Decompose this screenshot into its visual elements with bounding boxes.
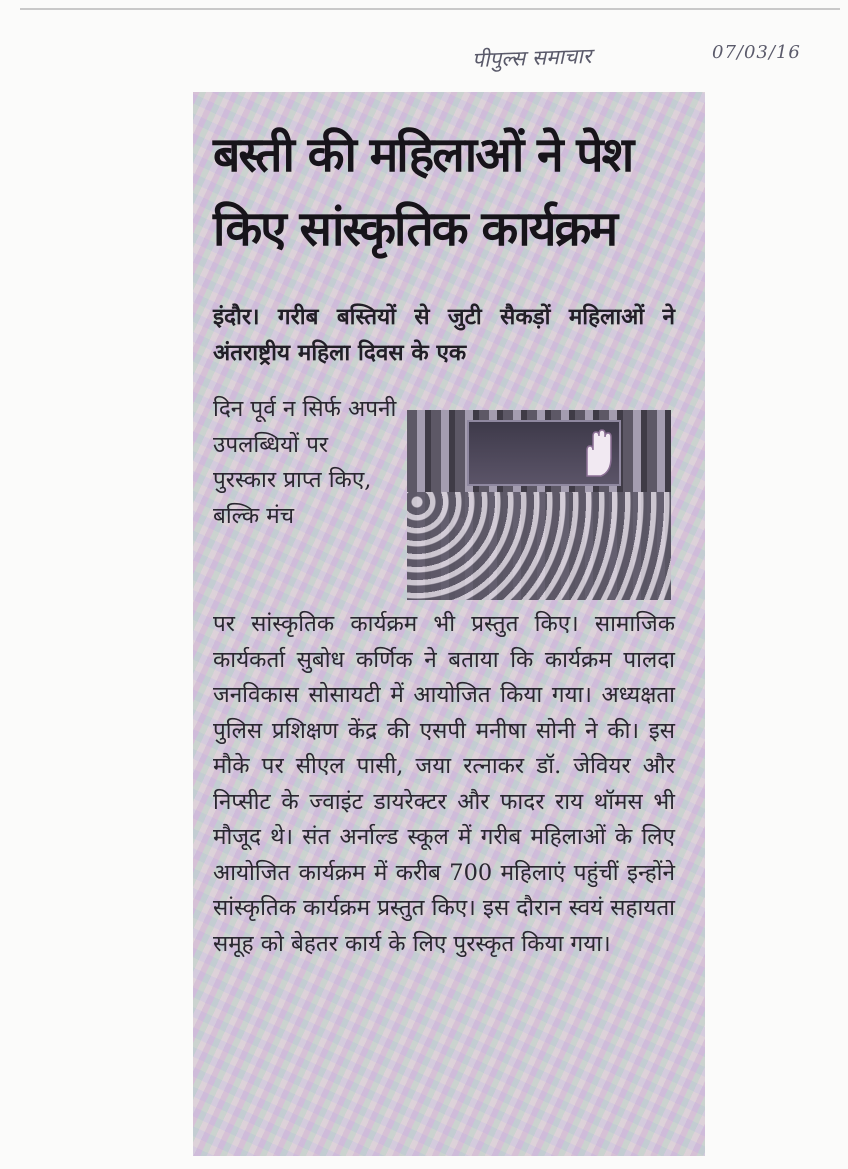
article-headline [213,118,683,266]
headline-line-2: किए सांस्कृतिक कार्यक्रम [213,201,617,257]
handwritten-date-note: 07/03/16 [712,42,801,63]
raised-hand-icon [577,428,621,478]
article-side-column: दिन पूर्व न सिर्फ अपनी उपलब्धियों पर पुरस्कार प्राप्त किए, बल्कि मंच [213,396,397,529]
crowd-of-women [407,492,671,600]
event-photo [407,410,671,600]
stage-banner [467,420,621,486]
handwritten-source-note: पीपुल्स समाचार [471,43,592,73]
newspaper-clipping [193,92,705,1156]
scan-edge-line [20,8,840,10]
article-lead: इंदौर। गरीब बस्तियों से जुटी सैकड़ों महिलाओं ने अंतराष्ट्रीय महिला दिवस के एक [213,304,675,366]
article-body: पर सांस्कृतिक कार्यक्रम भी प्रस्तुत किए। सामाजिक कार्यकर्ता सुबोध कर्णिक ने बताया कि कार्यक्रम पालदा जनविकास सोसायटी में आयोजित किया गया। अध्यक्षता पुलिस प्रशिक्षण केंद्र की एसपी मनीषा सोनी ने की। इस मौके पर सीएल पासी, जया रत्नाकर डॉ. जेवियर और निप्सीट के ज्वाइंट डायरेक्टर और फादर राय थॉमस भी मौजूद थे। संत अर्नाल्ड स्कूल में गरीब महिलाओं के लिए आयोजित कार्यक्रम में करीब 700 महिलाएं पहुंचीं इन्होंने सांस्कृतिक कार्यक्रम प्रस्तुत किए। इस दौरान स्वयं सहायता समूह को बेहतर कार्य के लिए पुरस्कृत किया गया। [213,611,675,957]
headline-line-1: बस्ती की महिलाओं ने पेश [213,127,633,183]
